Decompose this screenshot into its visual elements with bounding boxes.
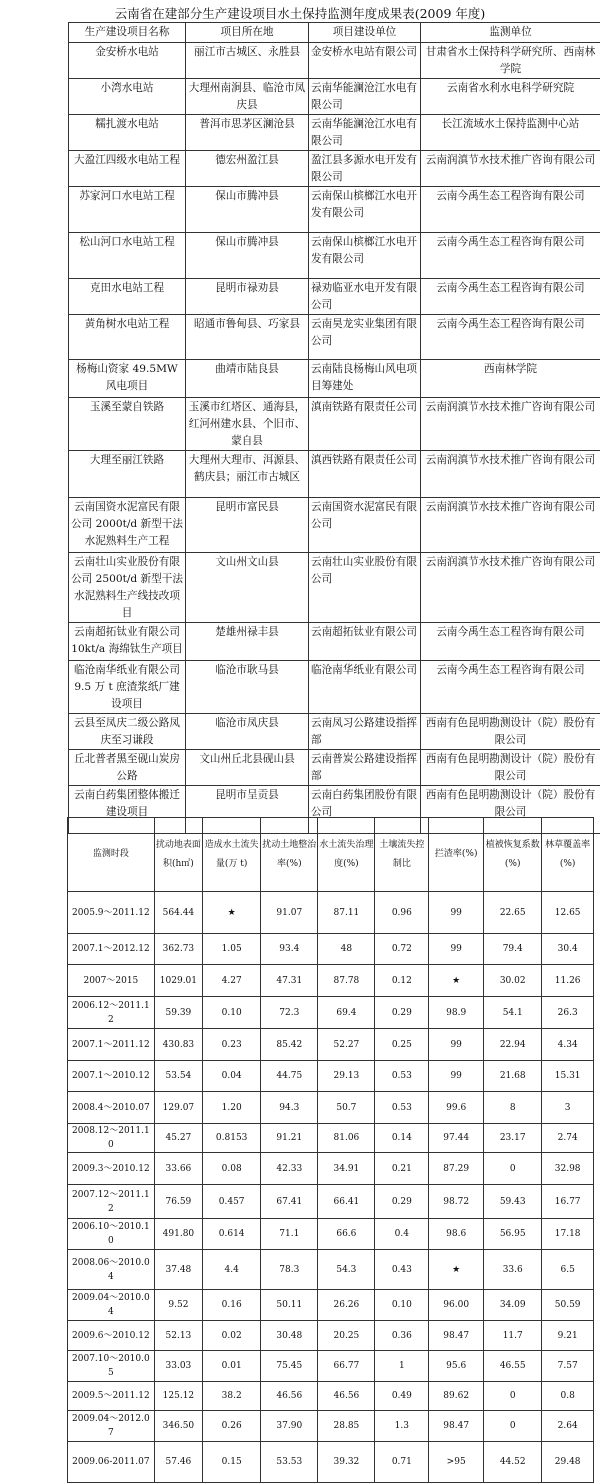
soil-loss-cell: 0.26 (203, 1411, 261, 1442)
forest-cover-cell: 29.48 (542, 1442, 594, 1483)
project-builder-cell: 云南华能澜沧江水电有限公司 (309, 79, 421, 115)
land-rehab-cell: 72.3 (261, 997, 318, 1029)
project-builder-cell: 云南陆良杨梅山风电项目筹建处 (309, 360, 421, 398)
project-location-cell: 昭通市鲁甸县、巧家县 (186, 315, 309, 360)
erosion-control-cell: 20.25 (318, 1321, 375, 1351)
project-row (69, 623, 600, 661)
period-cell: 2007.1～2012.12 (68, 934, 155, 965)
soil-loss-cell: 38.2 (203, 1382, 261, 1411)
vegetation-recovery-cell: 54.1 (484, 997, 542, 1029)
vegetation-recovery-cell: 30.02 (484, 965, 542, 997)
project-monitor-cell: 西南有色昆明勘测设计（院）股份有限公司 (421, 750, 600, 786)
header-slag-retention: 拦渣率(%) (429, 818, 484, 892)
soil-loss-cell: 0.01 (203, 1351, 261, 1382)
slag-retention-cell: 99 (429, 934, 484, 965)
disturbed-area-cell: 37.48 (154, 1250, 202, 1290)
land-rehab-cell: 46.56 (261, 1382, 318, 1411)
slag-retention-cell: 97.44 (429, 1124, 484, 1153)
soil-loss-ratio-cell: 0.43 (375, 1250, 429, 1290)
vegetation-recovery-cell: 79.4 (484, 934, 542, 965)
soil-loss-cell: 0.10 (203, 997, 261, 1029)
erosion-control-cell: 50.7 (318, 1092, 375, 1124)
project-builder-cell: 云南保山槟榔江水电开发有限公司 (309, 233, 421, 279)
erosion-control-cell: 66.6 (318, 1219, 375, 1250)
vegetation-recovery-cell: 22.65 (484, 892, 542, 934)
project-location-cell: 保山市腾冲县 (186, 233, 309, 279)
erosion-control-cell: 81.06 (318, 1124, 375, 1153)
land-rehab-cell: 91.21 (261, 1124, 318, 1153)
project-builder-cell: 云南国资水泥富民有限公司 (309, 498, 421, 553)
soil-loss-ratio-cell: 0.29 (375, 1185, 429, 1219)
forest-cover-cell: 0.8 (542, 1382, 594, 1411)
forest-cover-cell: 15.31 (542, 1061, 594, 1092)
period-cell: 2007.10～2010.05 (68, 1351, 155, 1382)
project-row (69, 451, 600, 498)
disturbed-area-cell: 33.66 (154, 1153, 202, 1185)
erosion-control-cell: 87.11 (318, 892, 375, 934)
vegetation-recovery-cell: 44.52 (484, 1442, 542, 1483)
soil-loss-cell: 0.15 (203, 1442, 261, 1483)
soil-loss-cell: 0.457 (203, 1185, 261, 1219)
slag-retention-cell: 98.72 (429, 1185, 484, 1219)
project-location-cell: 大理州大理市、洱源县、鹤庆县；丽江市古城区 (186, 451, 309, 498)
soil-loss-cell: 0.02 (203, 1321, 261, 1351)
project-row (69, 750, 600, 786)
soil-loss-cell: 0.23 (203, 1029, 261, 1061)
project-location-cell: 大理州南涧县、临沧市凤庆县 (186, 79, 309, 115)
forest-cover-cell: 2.74 (542, 1124, 594, 1153)
soil-loss-cell: 4.27 (203, 965, 261, 997)
project-builder-cell: 云南白药集团股份有限公司 (309, 786, 421, 834)
land-rehab-cell: 93.4 (261, 934, 318, 965)
project-monitor-cell: 云南今禹生态工程咨询有限公司 (421, 233, 600, 279)
period-cell: 2009.04～2012.07 (68, 1411, 155, 1442)
land-rehab-cell: 75.45 (261, 1351, 318, 1382)
project-name-cell: 小湾水电站 (69, 79, 186, 115)
erosion-control-cell: 48 (318, 934, 375, 965)
slag-retention-cell: ★ (429, 1250, 484, 1290)
project-name-cell: 大理至丽江铁路 (69, 451, 186, 498)
project-monitor-cell: 西南林学院 (421, 360, 600, 398)
vegetation-recovery-cell: 23.17 (484, 1124, 542, 1153)
soil-loss-cell: 0.8153 (203, 1124, 261, 1153)
monitoring-table (67, 817, 594, 1483)
erosion-control-cell: 46.56 (318, 1382, 375, 1411)
vegetation-recovery-cell: 0 (484, 1382, 542, 1411)
project-location-cell: 普洱市思茅区澜沧县 (186, 115, 309, 151)
erosion-control-cell: 28.85 (318, 1411, 375, 1442)
project-table (68, 22, 600, 834)
erosion-control-cell: 52.27 (318, 1029, 375, 1061)
project-table-header (69, 23, 600, 43)
vegetation-recovery-cell: 0 (484, 1411, 542, 1442)
disturbed-area-cell: 33.03 (154, 1351, 202, 1382)
project-location-cell: 昆明市禄劝县 (186, 279, 309, 315)
period-cell: 2009.04～2010.04 (68, 1290, 155, 1321)
disturbed-area-cell: 564.44 (154, 892, 202, 934)
erosion-control-cell: 87.78 (318, 965, 375, 997)
period-cell: 2007.1～2010.12 (68, 1061, 155, 1092)
header-monitor: 监测单位 (421, 23, 600, 43)
disturbed-area-cell: 362.73 (154, 934, 202, 965)
period-cell: 2009.06-2011.07 (68, 1442, 155, 1483)
project-row (69, 553, 600, 623)
project-name-cell: 云县至凤庆二级公路凤庆至习谦段 (69, 714, 186, 750)
project-builder-cell: 云南超拓钛业有限公司 (309, 623, 421, 661)
slag-retention-cell: 99 (429, 1029, 484, 1061)
project-location-cell: 保山市腾冲县 (186, 187, 309, 233)
slag-retention-cell: >95 (429, 1442, 484, 1483)
land-rehab-cell: 37.90 (261, 1411, 318, 1442)
monitoring-row (68, 1321, 594, 1351)
soil-loss-ratio-cell: 0.72 (375, 934, 429, 965)
project-monitor-cell: 云南润滇节水技术推广咨询有限公司 (421, 398, 600, 451)
project-monitor-cell: 云南今禹生态工程咨询有限公司 (421, 315, 600, 360)
land-rehab-cell: 85.42 (261, 1029, 318, 1061)
project-row (69, 714, 600, 750)
land-rehab-cell: 91.07 (261, 892, 318, 934)
project-name-cell: 大盈江四级水电站工程 (69, 151, 186, 187)
header-builder: 项目建设单位 (309, 23, 421, 43)
project-builder-cell: 滇南铁路有限责任公司 (309, 398, 421, 451)
project-location-cell: 曲靖市陆良县 (186, 360, 309, 398)
period-cell: 2008.06～2010.04 (68, 1250, 155, 1290)
monitoring-row (68, 1250, 594, 1290)
vegetation-recovery-cell: 46.55 (484, 1351, 542, 1382)
disturbed-area-cell: 57.46 (154, 1442, 202, 1483)
soil-loss-ratio-cell: 0.4 (375, 1219, 429, 1250)
project-name-cell: 云南壮山实业股份有限公司 2500t/d 新型干法水泥熟料生产线技改项目 (69, 553, 186, 623)
soil-loss-cell: ★ (203, 892, 261, 934)
forest-cover-cell: 30.4 (542, 934, 594, 965)
slag-retention-cell: 98.47 (429, 1321, 484, 1351)
forest-cover-cell: 16.77 (542, 1185, 594, 1219)
period-cell: 2008.12～2011.10 (68, 1124, 155, 1153)
land-rehab-cell: 71.1 (261, 1219, 318, 1250)
vegetation-recovery-cell: 22.94 (484, 1029, 542, 1061)
project-builder-cell: 云南普炭公路建设指挥部 (309, 750, 421, 786)
monitoring-row (68, 1290, 594, 1321)
disturbed-area-cell: 9.52 (154, 1290, 202, 1321)
soil-loss-ratio-cell: 0.36 (375, 1321, 429, 1351)
erosion-control-cell: 54.3 (318, 1250, 375, 1290)
project-location-cell: 昆明市富民县 (186, 498, 309, 553)
project-location-cell: 楚雄州禄丰县 (186, 623, 309, 661)
project-row (69, 43, 600, 79)
project-name-cell: 克田水电站工程 (69, 279, 186, 315)
project-builder-cell: 云南昊龙实业集团有限公司 (309, 315, 421, 360)
soil-loss-ratio-cell: 0.71 (375, 1442, 429, 1483)
vegetation-recovery-cell: 8 (484, 1092, 542, 1124)
slag-retention-cell: 87.29 (429, 1153, 484, 1185)
soil-loss-ratio-cell: 1.3 (375, 1411, 429, 1442)
period-cell: 2009.5～2011.12 (68, 1382, 155, 1411)
land-rehab-cell: 67.41 (261, 1185, 318, 1219)
vegetation-recovery-cell: 33.6 (484, 1250, 542, 1290)
slag-retention-cell: 95.6 (429, 1351, 484, 1382)
slag-retention-cell: 98.6 (429, 1219, 484, 1250)
erosion-control-cell: 29.13 (318, 1061, 375, 1092)
project-row (69, 315, 600, 360)
project-name-cell: 云南白药集团整体搬迁建设项目 (69, 786, 186, 834)
disturbed-area-cell: 59.39 (154, 997, 202, 1029)
project-monitor-cell: 长江流域水土保持监测中心站 (421, 115, 600, 151)
project-name-cell: 金安桥水电站 (69, 43, 186, 79)
slag-retention-cell: 98.9 (429, 997, 484, 1029)
disturbed-area-cell: 129.07 (154, 1092, 202, 1124)
disturbed-area-cell: 430.83 (154, 1029, 202, 1061)
slag-retention-cell: 96.00 (429, 1290, 484, 1321)
project-name-cell: 杨梅山资家 49.5MW 风电项目 (69, 360, 186, 398)
project-location-cell: 文山州文山县 (186, 553, 309, 623)
disturbed-area-cell: 346.50 (154, 1411, 202, 1442)
vegetation-recovery-cell: 56.95 (484, 1219, 542, 1250)
soil-loss-cell: 4.4 (203, 1250, 261, 1290)
soil-loss-cell: 0.04 (203, 1061, 261, 1092)
monitoring-row (68, 1061, 594, 1092)
monitoring-row (68, 1124, 594, 1153)
project-monitor-cell: 云南润滇节水技术推广咨询有限公司 (421, 451, 600, 498)
project-monitor-cell: 云南今禹生态工程咨询有限公司 (421, 187, 600, 233)
period-cell: 2009.6～2010.12 (68, 1321, 155, 1351)
project-monitor-cell: 甘肃省水土保持科学研究所、西南林学院 (421, 43, 600, 79)
soil-loss-ratio-cell: 0.14 (375, 1124, 429, 1153)
slag-retention-cell: 99 (429, 892, 484, 934)
soil-loss-ratio-cell: 1 (375, 1351, 429, 1382)
disturbed-area-cell: 125.12 (154, 1382, 202, 1411)
forest-cover-cell: 6.5 (542, 1250, 594, 1290)
soil-loss-ratio-cell: 0.29 (375, 997, 429, 1029)
disturbed-area-cell: 76.59 (154, 1185, 202, 1219)
soil-loss-ratio-cell: 0.21 (375, 1153, 429, 1185)
vegetation-recovery-cell: 11.7 (484, 1321, 542, 1351)
header-disturbed-area: 扰动地表面积(h㎡) (154, 818, 202, 892)
monitoring-row (68, 965, 594, 997)
disturbed-area-cell: 45.27 (154, 1124, 202, 1153)
slag-retention-cell: ★ (429, 965, 484, 997)
monitoring-row (68, 1029, 594, 1061)
monitoring-row (68, 1185, 594, 1219)
project-name-cell: 丘北普者黑至砚山炭房公路 (69, 750, 186, 786)
header-land-rehab-rate: 扰动土地整治率(%) (261, 818, 318, 892)
forest-cover-cell: 11.26 (542, 965, 594, 997)
land-rehab-cell: 47.31 (261, 965, 318, 997)
land-rehab-cell: 42.33 (261, 1153, 318, 1185)
project-row (69, 115, 600, 151)
slag-retention-cell: 99.6 (429, 1092, 484, 1124)
forest-cover-cell: 17.18 (542, 1219, 594, 1250)
erosion-control-cell: 26.26 (318, 1290, 375, 1321)
erosion-control-cell: 69.4 (318, 997, 375, 1029)
project-row (69, 360, 600, 398)
soil-loss-cell: 1.20 (203, 1092, 261, 1124)
monitoring-row (68, 1153, 594, 1185)
project-name-cell: 玉溪至蒙自铁路 (69, 398, 186, 451)
project-name-cell: 黄角树水电站工程 (69, 315, 186, 360)
land-rehab-cell: 78.3 (261, 1250, 318, 1290)
monitoring-row (68, 1382, 594, 1411)
monitoring-row (68, 997, 594, 1029)
monitoring-row (68, 1442, 594, 1483)
slag-retention-cell: 98.47 (429, 1411, 484, 1442)
project-name-cell: 云南国资水泥富民有限公司 2000t/d 新型干法水泥熟料生产工程 (69, 498, 186, 553)
monitoring-row (68, 1351, 594, 1382)
project-builder-cell: 禄劝临亚水电开发有限公司 (309, 279, 421, 315)
period-cell: 2006.12～2011.12 (68, 997, 155, 1029)
disturbed-area-cell: 52.13 (154, 1321, 202, 1351)
project-builder-cell: 临沧南华纸业有限公司 (309, 661, 421, 714)
project-location-cell: 文山州丘北县砚山县 (186, 750, 309, 786)
project-monitor-cell: 云南润滇节水技术推广咨询有限公司 (421, 553, 600, 623)
project-name-cell: 糯扎渡水电站 (69, 115, 186, 151)
land-rehab-cell: 94.3 (261, 1092, 318, 1124)
project-monitor-cell: 云南今禹生态工程咨询有限公司 (421, 623, 600, 661)
soil-loss-cell: 0.08 (203, 1153, 261, 1185)
project-location-cell: 临沧市凤庆县 (186, 714, 309, 750)
erosion-control-cell: 39.32 (318, 1442, 375, 1483)
vegetation-recovery-cell: 34.09 (484, 1290, 542, 1321)
soil-loss-ratio-cell: 0.25 (375, 1029, 429, 1061)
vegetation-recovery-cell: 21.68 (484, 1061, 542, 1092)
period-cell: 2009.3～2010.12 (68, 1153, 155, 1185)
monitoring-row (68, 1411, 594, 1442)
soil-loss-ratio-cell: 0.10 (375, 1290, 429, 1321)
project-row (69, 233, 600, 279)
soil-loss-cell: 1.05 (203, 934, 261, 965)
period-cell: 2005.9～2011.12 (68, 892, 155, 934)
project-location-cell: 昆明市呈贡县 (186, 786, 309, 834)
monitoring-row (68, 1219, 594, 1250)
project-row (69, 661, 600, 714)
project-monitor-cell: 西南有色昆明勘测设计（院）股份有限公司 (421, 786, 600, 834)
vegetation-recovery-cell: 0 (484, 1153, 542, 1185)
header-soil-loss-ratio: 土壤流失控制比 (375, 818, 429, 892)
monitoring-table-header (68, 818, 594, 892)
project-builder-cell: 云南保山槟榔江水电开发有限公司 (309, 187, 421, 233)
project-monitor-cell: 西南有色昆明勘测设计（院）股份有限公司 (421, 714, 600, 750)
header-project-name: 生产建设项目名称 (69, 23, 186, 43)
forest-cover-cell: 4.34 (542, 1029, 594, 1061)
monitoring-row (68, 892, 594, 934)
project-name-cell: 松山河口水电站工程 (69, 233, 186, 279)
project-name-cell: 苏家河口水电站工程 (69, 187, 186, 233)
project-row (69, 187, 600, 233)
project-row (69, 498, 600, 553)
land-rehab-cell: 53.53 (261, 1442, 318, 1483)
forest-cover-cell: 26.3 (542, 997, 594, 1029)
soil-loss-ratio-cell: 0.53 (375, 1061, 429, 1092)
project-row (69, 398, 600, 451)
project-row (69, 79, 600, 115)
disturbed-area-cell: 53.54 (154, 1061, 202, 1092)
monitoring-row (68, 1092, 594, 1124)
header-soil-loss: 造成水土流失量(万 t) (203, 818, 261, 892)
period-cell: 2007.12～2011.12 (68, 1185, 155, 1219)
project-monitor-cell: 云南省水利水电科学研究院 (421, 79, 600, 115)
header-period: 监测时段 (68, 818, 155, 892)
vegetation-recovery-cell: 59.43 (484, 1185, 542, 1219)
project-monitor-cell: 云南润滇节水技术推广咨询有限公司 (421, 151, 600, 187)
period-cell: 2007～2015 (68, 965, 155, 997)
slag-retention-cell: 99 (429, 1061, 484, 1092)
project-builder-cell: 云南华能澜沧江水电有限公司 (309, 115, 421, 151)
project-location-cell: 玉溪市红塔区、通海县，红河州建水县、个旧市、蒙自县 (186, 398, 309, 451)
soil-loss-cell: 0.16 (203, 1290, 261, 1321)
soil-loss-ratio-cell: 0.12 (375, 965, 429, 997)
period-cell: 2007.1～2011.12 (68, 1029, 155, 1061)
project-name-cell: 临沧南华纸业有限公司 9.5 万 t 庶渣浆纸厂建设项目 (69, 661, 186, 714)
project-monitor-cell: 云南今禹生态工程咨询有限公司 (421, 279, 600, 315)
project-builder-cell: 金安桥水电站有限公司 (309, 43, 421, 79)
forest-cover-cell: 7.57 (542, 1351, 594, 1382)
forest-cover-cell: 9.21 (542, 1321, 594, 1351)
forest-cover-cell: 32.98 (542, 1153, 594, 1185)
land-rehab-cell: 50.11 (261, 1290, 318, 1321)
erosion-control-cell: 34.91 (318, 1153, 375, 1185)
land-rehab-cell: 30.48 (261, 1321, 318, 1351)
project-location-cell: 临沧市耿马县 (186, 661, 309, 714)
header-location: 项目所在地 (186, 23, 309, 43)
project-builder-cell: 云南凤习公路建设指挥部 (309, 714, 421, 750)
project-location-cell: 丽江市古城区、永胜县 (186, 43, 309, 79)
soil-loss-ratio-cell: 0.49 (375, 1382, 429, 1411)
erosion-control-cell: 66.41 (318, 1185, 375, 1219)
project-row (69, 279, 600, 315)
project-builder-cell: 滇西铁路有限责任公司 (309, 451, 421, 498)
header-erosion-control-degree: 水土流失治理度(%) (318, 818, 375, 892)
forest-cover-cell: 2.64 (542, 1411, 594, 1442)
project-builder-cell: 云南壮山实业股份有限公司 (309, 553, 421, 623)
soil-loss-cell: 0.614 (203, 1219, 261, 1250)
forest-cover-cell: 12.65 (542, 892, 594, 934)
project-location-cell: 德宏州盈江县 (186, 151, 309, 187)
disturbed-area-cell: 1029.01 (154, 965, 202, 997)
project-name-cell: 云南超拓钛业有限公司 10kt/a 海绵钛生产项目 (69, 623, 186, 661)
period-cell: 2006.10～2010.10 (68, 1219, 155, 1250)
erosion-control-cell: 66.77 (318, 1351, 375, 1382)
header-vegetation-recovery: 植被恢复系数(%) (484, 818, 542, 892)
project-row (69, 151, 600, 187)
project-monitor-cell: 云南润滇节水技术推广咨询有限公司 (421, 498, 600, 553)
forest-cover-cell: 3 (542, 1092, 594, 1124)
document-title: 云南省在建部分生产建设项目水土保持监测年度成果表(2009 年度) (68, 6, 532, 22)
disturbed-area-cell: 491.80 (154, 1219, 202, 1250)
soil-loss-ratio-cell: 0.96 (375, 892, 429, 934)
header-forest-cover: 林草覆盖率(%) (542, 818, 594, 892)
project-monitor-cell: 云南今禹生态工程咨询有限公司 (421, 661, 600, 714)
land-rehab-cell: 44.75 (261, 1061, 318, 1092)
forest-cover-cell: 50.59 (542, 1290, 594, 1321)
monitoring-row (68, 934, 594, 965)
project-builder-cell: 盈江县多源水电开发有限公司 (309, 151, 421, 187)
soil-loss-ratio-cell: 0.53 (375, 1092, 429, 1124)
slag-retention-cell: 89.62 (429, 1382, 484, 1411)
period-cell: 2008.4～2010.07 (68, 1092, 155, 1124)
